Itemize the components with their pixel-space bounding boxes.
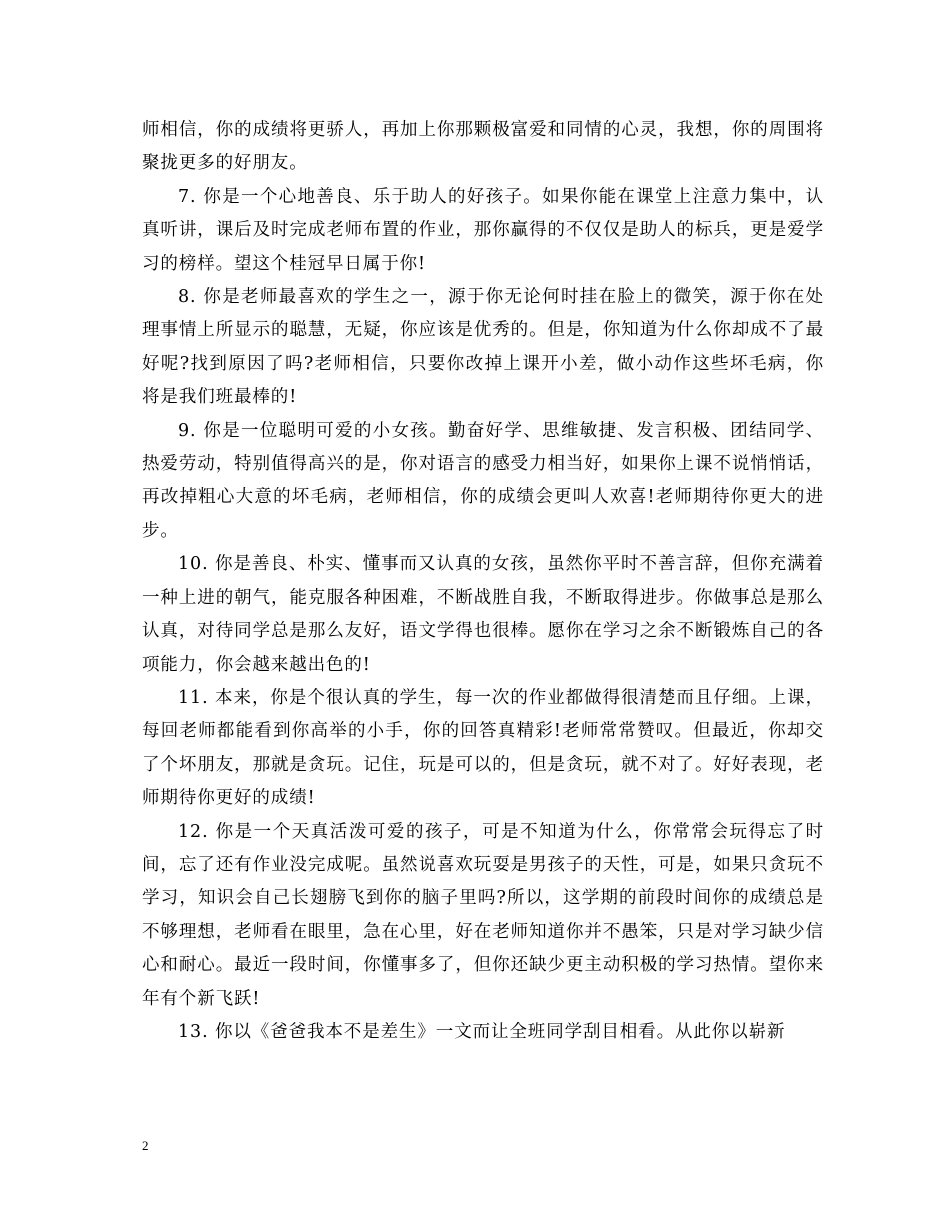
paragraph-item-11: 11. 本来，你是个很认真的学生，每一次的作业都做得很清楚而且仔细。上课，每回老师都能看到你高举的小手，你的回答真精彩!老师常常赞叹。但最近，你却交了个坏朋友，那就是贪玩。记住，玩是可以的，但是贪玩，就不对了。好好表现，老师期待你更好的成绩! xyxy=(142,687,824,809)
paragraph-item-8: 8. 你是老师最喜欢的学生之一，源于你无论何时挂在脸上的微笑，源于你在处理事情上所显示的聪慧，无疑，你应该是优秀的。但是，你知道为什么你却成不了最好呢?找到原因了吗?老师相信，只要你改掉上课开小差，做小动作这些坏毛病，你将是我们班最棒的! xyxy=(142,287,824,408)
document-body xyxy=(142,114,824,1049)
paragraph-item-10: 10. 你是善良、朴实、懂事而又认真的女孩，虽然你平时不善言辞，但你充满着一种上进的朝气，能克服各种困难，不断战胜自我，不断取得进步。你做事总是那么认真，对待同学总是那么友好，语文学得也很棒。愿你在学习之余不断锻炼自己的各项能力，你会越来越出色的! xyxy=(142,554,824,675)
paragraph-item-12: 12. 你是一个天真活泼可爱的孩子，可是不知道为什么，你常常会玩得忘了时间，忘了还有作业没完成呢。虽然说喜欢玩耍是男孩子的天性，可是，如果只贪玩不学习，知识会自己长翅膀飞到你的脑子里吗?所以，这学期的前段时间你的成绩总是不够理想，老师看在眼里，急在心里，好在老师知道你并不愚笨，只是对学习缺少信心和耐心。最近一段时间，你懂事多了，但你还缺少更主动积极的学习热情。望你来年有个新飞跃! xyxy=(142,821,824,1009)
paragraph-continuation: 师相信，你的成绩将更骄人，再加上你那颗极富爱和同情的心灵，我想，你的周围将聚拢更多的好朋友。 xyxy=(142,120,824,174)
paragraph-item-13: 13. 你以《爸爸我本不是差生》一文而让全班同学刮目相看。从此你以崭新 xyxy=(178,1021,786,1042)
paragraph-item-9: 9. 你是一位聪明可爱的小女孩。勤奋好学、思维敏捷、发言积极、团结同学、热爱劳动，特别值得高兴的是，你对语言的感受力相当好，如果你上课不说悄悄话，再改掉粗心大意的坏毛病，老师相信，你的成绩会更叫人欢喜!老师期待你更大的进步。 xyxy=(142,420,824,541)
page-number: 2 xyxy=(142,1138,149,1153)
paragraph-item-7: 7. 你是一个心地善良、乐于助人的好孩子。如果你能在课堂上注意力集中，认真听讲，课后及时完成老师布置的作业，那你赢得的不仅仅是助人的标兵，更是爱学习的榜样。望这个桂冠早日属于你! xyxy=(142,186,824,274)
